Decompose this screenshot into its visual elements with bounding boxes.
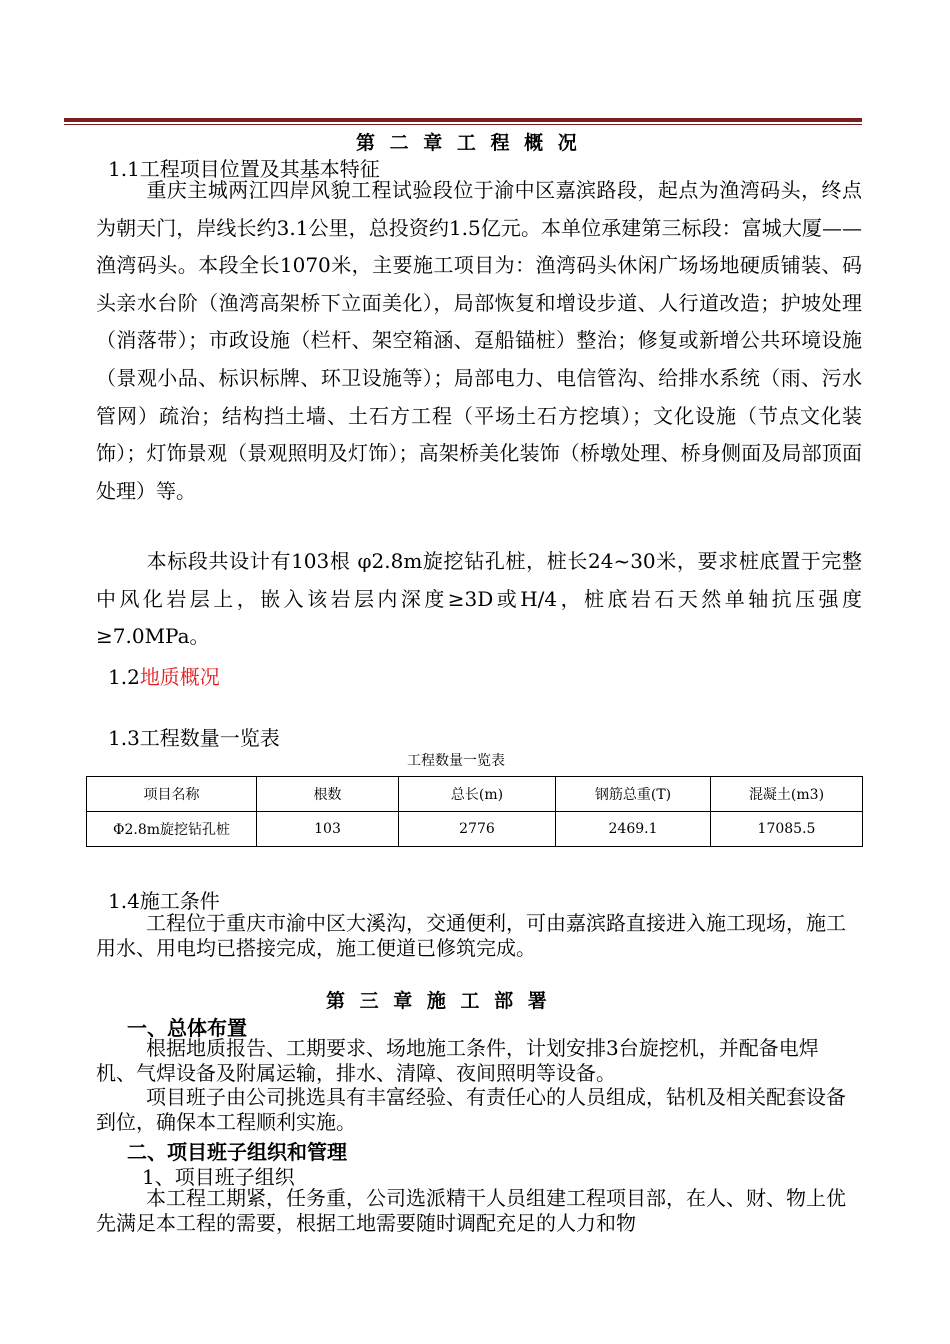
header-rule-thick	[64, 118, 862, 122]
overall-layout-paragraph-1	[96, 1036, 856, 1086]
overall-layout-paragraph-2	[96, 1085, 856, 1135]
chapter-2-title: 第 二 章 工 程 概 况	[356, 132, 581, 154]
team-organization-paragraph	[96, 1186, 856, 1236]
section-1-2-heading	[108, 661, 220, 690]
table-row	[87, 812, 863, 847]
section-1-1-paragraph-1	[96, 172, 862, 510]
table-header-name: 项目名称	[87, 777, 257, 812]
heading-overall-layout: 一、总体布置	[127, 1016, 247, 1040]
section-1-1-heading: 1.1工程项目位置及其基本特征	[108, 157, 380, 181]
table-caption: 工程数量一览表	[407, 753, 505, 769]
table-header-length: 总长(m)	[399, 777, 556, 812]
chapter-3-title: 第 三 章 施 工 部 署	[326, 990, 551, 1012]
section-1-1-paragraph-1-text: 重庆主城两江四岸风貌工程试验段位于渝中区嘉滨路段，起点为渔湾码头，终点为朝天门，岸线长约3.1公里，总投资约1.5亿元。本单位承建第三标段：富城大厦——渔湾码头。本段全长1070米，主要施工项目为：渔湾码头休闲广场场地硬质铺装、码头亲水台阶（渔湾高架桥下立面美化），局部恢复和增设步道、人行道改造；护坡处理（消落带）；市政设施（栏杆、架空箱涵、趸船锚桩）整治；修复或新增公共环境设施（景观小品、标识标牌、环卫设施等）；局部电力、电信管沟、给排水系统（雨、污水管网）疏治；结构挡土墙、土石方工程（平场土石方挖填）；文化设施（节点文化装饰）；灯饰景观（景观照明及灯饰）；高架桥美化装饰（桥墩处理、桥身侧面及局部顶面处理）等。	[96, 178, 862, 503]
section-1-3-heading: 1.3工程数量一览表	[108, 726, 280, 750]
table-header-concrete: 混凝土(m3)	[711, 777, 863, 812]
table-cell-count: 103	[257, 812, 399, 847]
quantity-table	[86, 776, 863, 847]
table-cell-concrete: 17085.5	[711, 812, 863, 847]
header-rule-thin	[64, 124, 862, 125]
table-cell-name: Φ2.8m旋挖钻孔桩	[87, 812, 257, 847]
table-header-count: 根数	[257, 777, 399, 812]
section-1-1-paragraph-2	[96, 543, 862, 656]
table-cell-length: 2776	[399, 812, 556, 847]
table-header-rebar: 钢筋总重(T)	[556, 777, 711, 812]
table-header-row	[87, 777, 863, 812]
section-1-2-title: 地质概况	[139, 665, 220, 689]
overall-layout-paragraph-1-text: 根据地质报告、工期要求、场地施工条件，计划安排3台旋挖机，并配备电焊机、气焊设备及附属运输，排水、清障、夜间照明等设备。	[96, 1036, 819, 1085]
table-cell-rebar: 2469.1	[556, 812, 711, 847]
subheading-team-organization: 1、项目班子组织	[142, 1165, 295, 1189]
section-1-1-paragraph-2-text: 本标段共设计有103根 φ2.8m旋挖钻孔桩，桩长24~30米，要求桩底置于完整中风化岩层上，嵌入该岩层内深度≥3D或H/4，桩底岩石天然单轴抗压强度≥7.0MPa。	[96, 549, 862, 649]
heading-team-organization: 二、项目班子组织和管理	[127, 1140, 347, 1164]
section-1-4-paragraph-text: 工程位于重庆市渝中区大溪沟，交通便利，可由嘉滨路直接进入施工现场，施工用水、用电均已搭接完成，施工便道已修筑完成。	[96, 911, 846, 960]
section-1-4-paragraph	[96, 911, 856, 961]
section-1-2-number: 1.2	[108, 665, 140, 689]
section-1-4-heading: 1.4施工条件	[108, 889, 220, 913]
overall-layout-paragraph-2-text: 项目班子由公司挑选具有丰富经验、有责任心的人员组成，钻机及相关配套设备到位，确保本工程顺利实施。	[96, 1085, 846, 1134]
team-organization-paragraph-text: 本工程工期紧，任务重，公司选派精干人员组建工程项目部，在人、财、物上优先满足本工程的需要，根据工地需要随时调配充足的人力和物	[96, 1186, 846, 1235]
